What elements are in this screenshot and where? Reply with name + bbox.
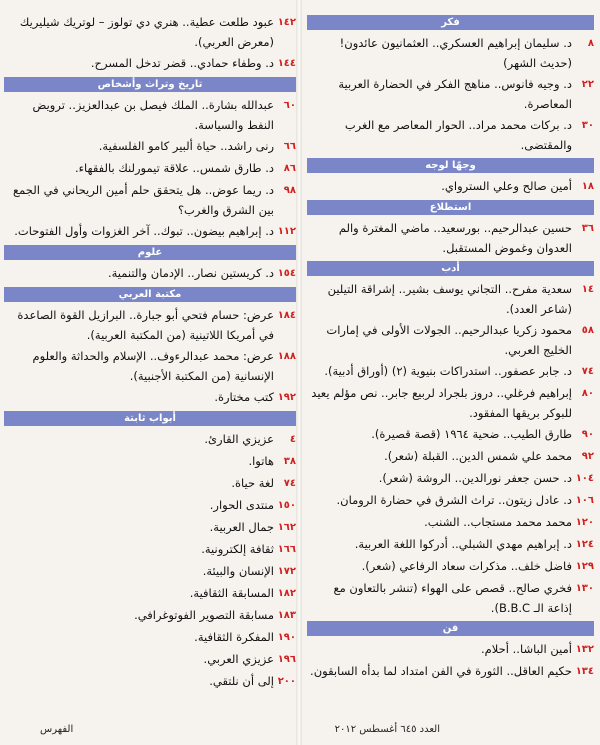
entry-title: محمود زكريا عبدالرحيم.. الجولات الأولى في إمارات الخليج العربي. <box>326 323 572 357</box>
entry-title: المفكرة الثقافية. <box>194 630 274 644</box>
toc-entry[interactable] <box>307 361 594 382</box>
entry-title: عرض: محمد عبدالرءوف.. الإسلام والحداثة والعلوم الإنسانية (من المكتبة الأجنبية). <box>32 349 274 383</box>
page-number: ٤ <box>289 434 296 445</box>
entry-title: حكيم العاقل.. الثورة في الفن امتداد لما بدأه السابقون. <box>310 664 572 678</box>
entry-title: د. حسن جعفر نورالدين.. الروشة (شعر). <box>378 471 572 485</box>
page-number: ٣٨ <box>283 456 296 467</box>
entry-title: عزيزي العربي. <box>203 652 274 666</box>
page-number: ٦٦ <box>283 141 296 152</box>
entry-title: هاتوا. <box>248 454 274 468</box>
page-number: ١٣٢ <box>575 644 594 655</box>
entry-title: د. وجيه فانوس.. مناهج الفكر في الحضارة العربية المعاصرة. <box>338 77 572 111</box>
entry-title: د. إبراهيم بيضون.. تبوك.. آخر الغزوات وأول الفتوحات. <box>14 224 274 238</box>
page-number: ١٢٠ <box>575 517 594 528</box>
entry-title: محمد علي شمس الدين.. القبلة (شعر). <box>384 449 572 463</box>
toc-entry[interactable] <box>307 74 594 114</box>
page-number: ١٨ <box>581 181 594 192</box>
section-header-history: تاريخ وتراث وأشخاص <box>4 77 296 92</box>
entry-title: أمين صالح وعلي السترواي. <box>441 179 572 193</box>
toc-entry[interactable] <box>4 180 296 220</box>
section-header-survey: استطلاع <box>307 200 594 215</box>
toc-entry[interactable] <box>4 263 296 284</box>
entry-title: لغة حياة. <box>231 476 274 490</box>
page-number: ١٠٦ <box>575 495 594 506</box>
entry-title: كتب مختارة. <box>214 390 274 404</box>
page-number: ٨٦ <box>283 163 296 174</box>
toc-entry[interactable] <box>4 473 296 494</box>
toc-entry[interactable] <box>4 387 296 408</box>
page-number: ٨٠ <box>581 388 594 399</box>
page-number: ١٤٤ <box>277 58 296 69</box>
issue-footer: العدد ٦٤٥ أغسطس ٢٠١٢ <box>334 724 440 735</box>
entry-title: منتدى الحوار. <box>209 498 274 512</box>
entry-title: إبراهيم فرغلي.. دروز بلجراد لربيع جابر.. نص مؤلم يعيد للبوكر بريقها المفقود. <box>311 386 572 420</box>
page-number: ١٦٢ <box>277 522 296 533</box>
toc-entry[interactable] <box>4 561 296 582</box>
entry-title: فاضل خلف.. مذكرات سعاد الرفاعي (شعر). <box>361 559 572 573</box>
entry-title: د. بركات محمد مراد.. الحوار المعاصر مع الغرب والمقتضى. <box>344 118 572 152</box>
toc-entry[interactable] <box>4 95 296 135</box>
entry-title: فخري صالح.. قصص على الهواء (تنشر بالتعاون مع إذاعة الـ B.B.C). <box>333 581 572 615</box>
page-number: ٧٤ <box>581 366 594 377</box>
toc-entry[interactable] <box>307 534 594 555</box>
toc-entry[interactable] <box>307 33 594 73</box>
page-number: ١١٢ <box>277 226 296 237</box>
entry-title: عبود طلعت عطية.. هنري دي تولوز – لوتريك شيليريك (معرض العربي). <box>19 15 274 49</box>
left-column <box>4 12 296 693</box>
entry-title: الإنسان والبيئة. <box>202 564 274 578</box>
page-number: ٦٠ <box>283 100 296 111</box>
page-number: ٢٠٠ <box>277 676 296 687</box>
toc-entry[interactable] <box>4 136 296 157</box>
section-header-thought: فكر <box>307 15 594 30</box>
toc-entry[interactable] <box>307 115 594 155</box>
toc-entry[interactable] <box>307 446 594 467</box>
page-number: ٣٦ <box>581 223 594 234</box>
section-header-face-to-face: وجهًا لوجه <box>307 158 594 173</box>
entry-title: جمال العربية. <box>209 520 274 534</box>
page-number: ١٩٦ <box>277 654 296 665</box>
page-number: ١٤٢ <box>277 17 296 28</box>
toc-entry[interactable] <box>4 517 296 538</box>
entry-title: د. كريستين نصار.. الإدمان والتنمية. <box>107 266 274 280</box>
page-number: ١٦٦ <box>277 544 296 555</box>
page-number: ٩٢ <box>581 451 594 462</box>
page-number: ١٨٣ <box>277 610 296 621</box>
toc-entry[interactable] <box>307 424 594 445</box>
toc-entry[interactable] <box>4 605 296 626</box>
toc-entry[interactable] <box>4 539 296 560</box>
toc-entry[interactable] <box>4 305 296 345</box>
toc-entry[interactable] <box>4 649 296 670</box>
entry-title: المسابقة الثقافية. <box>189 586 274 600</box>
toc-entry[interactable] <box>307 556 594 577</box>
toc-entry[interactable] <box>4 221 296 242</box>
page-number: ١٢٤ <box>575 539 594 550</box>
page-number: ١٨٢ <box>277 588 296 599</box>
entry-title: عرض: حسام فتحي أبو جبارة.. البرازيل القوة الصاعدة في أمريكا اللاتينية (من المكتبة العربية). <box>17 308 274 342</box>
page-number: ١٥٤ <box>277 268 296 279</box>
toc-entry[interactable] <box>4 671 296 692</box>
page-number: ١٧٢ <box>277 566 296 577</box>
toc-entry[interactable] <box>4 429 296 450</box>
page-number: ٥٨ <box>581 325 594 336</box>
section-header-science: علوم <box>4 245 296 260</box>
page-number: ٨ <box>587 38 594 49</box>
section-header-art: فن <box>307 621 594 636</box>
entry-title: د. طارق شمس.. علاقة تيمورلنك بالفقهاء. <box>74 161 274 175</box>
entry-title: إلى أن نلتقي. <box>209 674 274 688</box>
section-header-literature: أدب <box>307 261 594 276</box>
page-number: ١٨٨ <box>277 351 296 362</box>
index-footer: الفهرس <box>40 724 74 735</box>
toc-entry[interactable] <box>4 158 296 179</box>
page-number: ١٩٠ <box>277 632 296 643</box>
right-column <box>307 12 594 683</box>
page-number: ١٣٤ <box>575 666 594 677</box>
toc-entry[interactable] <box>307 490 594 511</box>
toc-entry[interactable] <box>307 578 594 618</box>
page-number: ١٨٤ <box>277 310 296 321</box>
entry-title: سعدية مفرح.. التجاني يوسف بشير.. إشراقة التيلين (شاعر العدد). <box>327 282 572 316</box>
page-number: ١٢٩ <box>575 561 594 572</box>
toc-entry[interactable] <box>307 218 594 258</box>
toc-entry[interactable] <box>4 53 296 74</box>
entry-title: مسابقة التصوير الفوتوغرافي. <box>134 608 274 622</box>
page-number: ١٥٠ <box>277 500 296 511</box>
page-number: ١٠٤ <box>575 473 594 484</box>
page-number: ٧٤ <box>283 478 296 489</box>
page-number: ٩٨ <box>283 185 296 196</box>
toc-entry[interactable] <box>307 661 594 682</box>
toc-entry[interactable] <box>4 495 296 516</box>
toc-entry[interactable] <box>4 346 296 386</box>
entry-title: محمد محمد مستجاب.. الشنب. <box>424 515 572 529</box>
entry-title: د. ريما عوض.. هل يتحقق حلم أمين الريحاني في الجمع بين الشرق والغرب؟ <box>13 183 274 217</box>
entry-title: د. جابر عصفور.. استدراكات بنيوية (٢) (أوراق أدبية). <box>324 364 572 378</box>
page-number: ١٤ <box>581 284 594 295</box>
toc-entry[interactable] <box>307 468 594 489</box>
toc-entry[interactable] <box>307 279 594 319</box>
toc-entry[interactable] <box>4 583 296 604</box>
entry-title: عبدالله بشارة.. الملك فيصل بن عبدالعزيز.. ترويض النفط والسياسة. <box>32 98 274 132</box>
page-number: ١٣٠ <box>575 583 594 594</box>
toc-entry[interactable] <box>307 383 594 423</box>
entry-title: د. إبراهيم مهدي الشبلي.. أدركوا اللغة العربية. <box>354 537 572 551</box>
entry-title: أمين الباشا.. أحلام. <box>481 642 572 656</box>
page-number: ٣٠ <box>581 120 594 131</box>
entry-title: رنى راشد.. حياة ألبير كامو الفلسفية. <box>98 139 274 153</box>
toc-entry[interactable] <box>307 320 594 360</box>
section-header-regular-sections: أبواب ثابتة <box>4 411 296 426</box>
section-header-library: مكتبة العربي <box>4 287 296 302</box>
page-number: ١٩٢ <box>277 392 296 403</box>
toc-entry[interactable] <box>307 639 594 660</box>
toc-entry[interactable] <box>4 12 296 52</box>
entry-title: عزيزي القارئ. <box>204 432 274 446</box>
toc-entry[interactable] <box>4 451 296 472</box>
toc-entry[interactable] <box>307 176 594 197</box>
entry-title: د. وطفاء حمادي.. قضر تدخل المسرح. <box>90 56 274 70</box>
toc-entry[interactable] <box>4 627 296 648</box>
entry-title: د. سليمان إبراهيم العسكري.. العثمانيون عائدون! (حديث الشهر) <box>339 36 572 70</box>
page-number: ٩٠ <box>581 429 594 440</box>
entry-title: ثقافة إلكترونية. <box>201 542 274 556</box>
toc-entry[interactable] <box>307 512 594 533</box>
page-number: ٢٢ <box>581 79 594 90</box>
page-crease <box>296 0 302 745</box>
entry-title: د. عادل زيتون.. تراث الشرق في حضارة الرومان. <box>336 493 572 507</box>
entry-title: حسين عبدالرحيم.. بورسعيد.. ماضي المغترة والم العدوان وغموض المستقبل. <box>338 221 572 255</box>
entry-title: طارق الطيب.. ضحية ١٩٦٤ (قصة قصيرة). <box>371 427 572 441</box>
